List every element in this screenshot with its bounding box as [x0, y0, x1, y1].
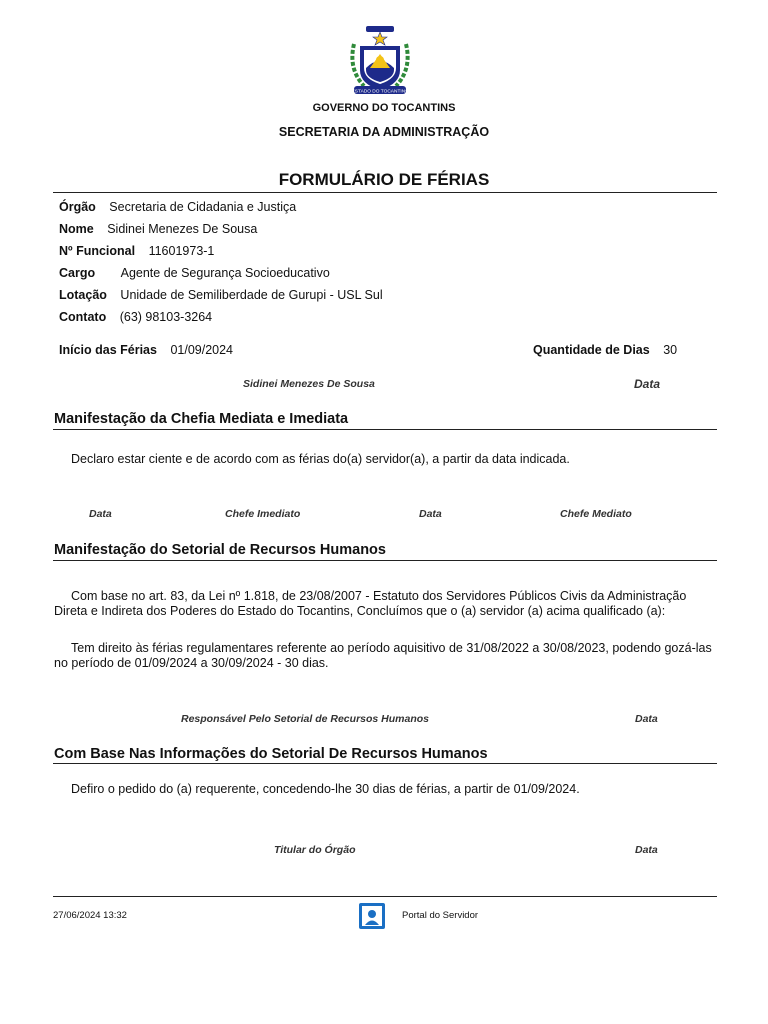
person-portal-icon [359, 903, 385, 929]
decision-sig-data: Data [635, 844, 658, 856]
coat-of-arms-text: ESTADO DO TOCANTINS [351, 89, 409, 95]
field-orgao [59, 200, 296, 214]
funcional-label: Nº Funcional [59, 244, 136, 258]
nome-label: Nome [59, 222, 94, 236]
footer-timestamp: 27/06/2024 13:32 [53, 910, 127, 921]
decision-sig-titular: Titular do Órgão [274, 844, 356, 856]
chefia-statement: Declaro estar ciente e de acordo com as férias do(a) servidor(a), a partir da data indicada. [71, 452, 570, 466]
footer-divider [53, 896, 717, 897]
field-quantidade-dias [533, 343, 677, 357]
orgao-value: Secretaria de Cidadania e Justiça [109, 200, 297, 214]
field-cargo [59, 266, 330, 280]
section-title-decision: Com Base Nas Informações do Setorial De Recursos Humanos [54, 746, 488, 762]
cargo-label: Cargo [59, 266, 96, 280]
rh-sig-responsavel: Responsável Pelo Setorial de Recursos Humanos [181, 713, 430, 725]
funcional-value: 11601973-1 [148, 244, 215, 258]
chefia-sig-chefe-imediato: Chefe Imediato [225, 508, 301, 520]
nome-value: Sidinei Menezes De Sousa [107, 222, 258, 236]
rh-paragraph-1: Com base no art. 83, da Lei nº 1.818, de 23/08/2007 - Estatuto dos Servidores Públicos Civis da Administração Direta e Indireta dos Poderes do Estado do Tocantins, Concluímos que o (a) servidor (a) acima qualificado (a): [54, 589, 687, 618]
lotacao-value: Unidade de Semiliberdade de Gurupi - USL Sul [120, 288, 383, 302]
chefia-sig-chefe-mediato: Chefe Mediato [560, 508, 632, 520]
section-title-rh: Manifestação do Setorial de Recursos Humanos [54, 542, 386, 558]
rh-sig-data: Data [635, 713, 658, 725]
section-divider-rh [53, 560, 717, 561]
section-divider-decision [53, 763, 717, 764]
dias-label: Quantidade de Dias [533, 343, 650, 357]
title-divider [53, 192, 717, 193]
decision-statement: Defiro o pedido do (a) requerente, concedendo-lhe 30 dias de férias, a partir de 01/09/2024. [71, 782, 580, 796]
lotacao-label: Lotação [59, 288, 107, 302]
signature-servidor: Sidinei Menezes De Sousa [243, 378, 375, 390]
dias-value: 30 [663, 343, 678, 357]
field-nome [59, 222, 257, 236]
inicio-label: Início das Férias [59, 343, 157, 357]
section-title-chefia: Manifestação da Chefia Mediata e Imediata [54, 411, 349, 427]
coat-of-arms-logo [348, 24, 412, 98]
orgao-label: Órgão [59, 200, 96, 214]
footer-portal-label: Portal do Servidor [402, 910, 479, 921]
government-heading: GOVERNO DO TOCANTINS [312, 102, 456, 114]
chefia-sig-data-1: Data [89, 508, 112, 520]
field-inicio-ferias [59, 343, 233, 357]
section-divider-chefia [53, 429, 717, 430]
field-lotacao [59, 288, 383, 302]
field-contato [59, 310, 212, 324]
contato-value: (63) 98103-3264 [119, 310, 213, 324]
chefia-sig-data-2: Data [419, 508, 442, 520]
cargo-value: Agente de Segurança Socioeducativo [120, 266, 330, 280]
contato-label: Contato [59, 310, 107, 324]
rh-paragraph-2: Tem direito às férias regulamentares referente ao período aquisitivo de 31/08/2022 a 30/08/2023, podendo gozá-las no período de 01/09/2024 a 30/09/2024 - 30 dias. [54, 641, 712, 670]
secretariat-heading: SECRETARIA DA ADMINISTRAÇÃO [278, 125, 490, 139]
signature-date-servidor: Data [634, 377, 661, 391]
field-funcional [59, 244, 214, 258]
form-title: FORMULÁRIO DE FÉRIAS [278, 170, 490, 189]
inicio-value: 01/09/2024 [170, 343, 234, 357]
